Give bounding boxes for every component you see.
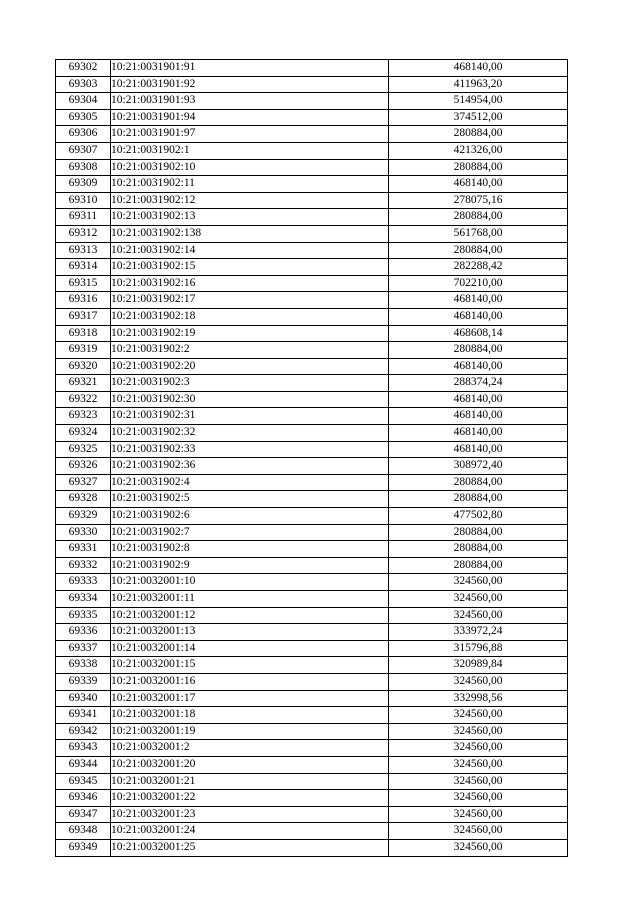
table-row — [56, 624, 568, 641]
table-row — [56, 292, 568, 309]
row-number-cell: 69325 — [56, 441, 111, 458]
table-row — [56, 524, 568, 541]
cadastral-number-cell: 10:21:0032001:23 — [111, 806, 389, 823]
cadastral-value-cell: 468140,00 — [389, 391, 568, 408]
cadastral-number-cell: 10:21:0031902:8 — [111, 541, 389, 558]
table-row — [56, 474, 568, 491]
cadastral-number-cell: 10:21:0032001:15 — [111, 657, 389, 674]
row-number-cell: 69345 — [56, 773, 111, 790]
table-row — [56, 607, 568, 624]
cadastral-number-cell: 10:21:0032001:14 — [111, 640, 389, 657]
cadastral-number-cell: 10:21:0031902:10 — [111, 159, 389, 176]
cadastral-value-cell: 308972,40 — [389, 458, 568, 475]
cadastral-value-cell: 468140,00 — [389, 308, 568, 325]
row-number-cell: 69315 — [56, 275, 111, 292]
cadastral-number-cell: 10:21:0031902:20 — [111, 358, 389, 375]
cadastral-value-cell: 411963,20 — [389, 76, 568, 93]
row-number-cell: 69331 — [56, 541, 111, 558]
cadastral-value-cell: 468140,00 — [389, 358, 568, 375]
row-number-cell: 69302 — [56, 60, 111, 77]
row-number-cell: 69349 — [56, 839, 111, 856]
cadastral-number-cell: 10:21:0031902:32 — [111, 425, 389, 442]
cadastral-number-cell: 10:21:0031902:6 — [111, 508, 389, 525]
cadastral-number-cell: 10:21:0031902:5 — [111, 491, 389, 508]
cadastral-value-cell: 324560,00 — [389, 740, 568, 757]
row-number-cell: 69321 — [56, 375, 111, 392]
cadastral-value-cell: 324560,00 — [389, 723, 568, 740]
row-number-cell: 69335 — [56, 607, 111, 624]
table-row — [56, 707, 568, 724]
cadastral-number-cell: 10:21:0032001:12 — [111, 607, 389, 624]
cadastral-number-cell: 10:21:0031902:30 — [111, 391, 389, 408]
cadastral-value-cell: 324560,00 — [389, 607, 568, 624]
cadastral-number-cell: 10:21:0031902:36 — [111, 458, 389, 475]
cadastral-number-cell: 10:21:0031902:3 — [111, 375, 389, 392]
row-number-cell: 69323 — [56, 408, 111, 425]
row-number-cell: 69305 — [56, 109, 111, 126]
cadastral-number-cell: 10:21:0031902:11 — [111, 176, 389, 193]
table-row — [56, 225, 568, 242]
cadastral-number-cell: 10:21:0031902:31 — [111, 408, 389, 425]
table-row — [56, 325, 568, 342]
row-number-cell: 69347 — [56, 806, 111, 823]
table-row — [56, 591, 568, 608]
cadastral-number-cell: 10:21:0031902:4 — [111, 474, 389, 491]
row-number-cell: 69338 — [56, 657, 111, 674]
cadastral-value-cell: 332998,56 — [389, 690, 568, 707]
cadastral-value-cell: 280884,00 — [389, 159, 568, 176]
cadastral-number-cell: 10:21:0032001:2 — [111, 740, 389, 757]
cadastral-number-cell: 10:21:0031902:1 — [111, 142, 389, 159]
table-row — [56, 508, 568, 525]
cadastral-number-cell: 10:21:0031901:91 — [111, 60, 389, 77]
table-row — [56, 408, 568, 425]
table-row — [56, 76, 568, 93]
cadastral-number-cell: 10:21:0032001:24 — [111, 823, 389, 840]
table-row — [56, 657, 568, 674]
table-row — [56, 391, 568, 408]
cadastral-number-cell: 10:21:0032001:13 — [111, 624, 389, 641]
cadastral-value-cell: 280884,00 — [389, 524, 568, 541]
row-number-cell: 69327 — [56, 474, 111, 491]
cadastral-value-cell: 280884,00 — [389, 557, 568, 574]
cadastral-value-cell: 468140,00 — [389, 425, 568, 442]
cadastral-number-cell: 10:21:0031901:93 — [111, 93, 389, 110]
row-number-cell: 69346 — [56, 790, 111, 807]
cadastral-value-cell: 468608,14 — [389, 325, 568, 342]
row-number-cell: 69329 — [56, 508, 111, 525]
cadastral-value-cell: 280884,00 — [389, 541, 568, 558]
row-number-cell: 69340 — [56, 690, 111, 707]
cadastral-value-cell: 280884,00 — [389, 126, 568, 143]
row-number-cell: 69334 — [56, 591, 111, 608]
cadastral-value-cell: 468140,00 — [389, 292, 568, 309]
row-number-cell: 69316 — [56, 292, 111, 309]
cadastral-value-cell: 324560,00 — [389, 773, 568, 790]
row-number-cell: 69309 — [56, 176, 111, 193]
row-number-cell: 69344 — [56, 756, 111, 773]
row-number-cell: 69308 — [56, 159, 111, 176]
cadastral-value-cell: 280884,00 — [389, 474, 568, 491]
cadastral-value-cell: 324560,00 — [389, 673, 568, 690]
cadastral-number-cell: 10:21:0031901:94 — [111, 109, 389, 126]
cadastral-number-cell: 10:21:0031902:19 — [111, 325, 389, 342]
row-number-cell: 69310 — [56, 192, 111, 209]
table-row — [56, 109, 568, 126]
row-number-cell: 69341 — [56, 707, 111, 724]
table-row — [56, 441, 568, 458]
cadastral-value-cell: 468140,00 — [389, 60, 568, 77]
cadastral-value-cell: 514954,00 — [389, 93, 568, 110]
table-row — [56, 375, 568, 392]
cadastral-value-cell: 333972,24 — [389, 624, 568, 641]
table-row — [56, 358, 568, 375]
cadastral-value-cell: 288374,24 — [389, 375, 568, 392]
table-row — [56, 159, 568, 176]
cadastral-value-cell: 324560,00 — [389, 823, 568, 840]
table-row — [56, 126, 568, 143]
cadastral-number-cell: 10:21:0031901:92 — [111, 76, 389, 93]
table-row — [56, 823, 568, 840]
cadastral-value-cell: 280884,00 — [389, 491, 568, 508]
cadastral-value-cell: 702210,00 — [389, 275, 568, 292]
row-number-cell: 69342 — [56, 723, 111, 740]
cadastral-number-cell: 10:21:0032001:17 — [111, 690, 389, 707]
table-row — [56, 176, 568, 193]
cadastral-number-cell: 10:21:0031902:12 — [111, 192, 389, 209]
row-number-cell: 69333 — [56, 574, 111, 591]
table-row — [56, 242, 568, 259]
cadastral-value-cell: 324560,00 — [389, 707, 568, 724]
cadastral-value-cell: 282288,42 — [389, 259, 568, 276]
cadastral-value-cell: 280884,00 — [389, 242, 568, 259]
table-row — [56, 773, 568, 790]
cadastral-number-cell: 10:21:0031902:13 — [111, 209, 389, 226]
table-row — [56, 93, 568, 110]
table-row — [56, 425, 568, 442]
table-row — [56, 192, 568, 209]
row-number-cell: 69330 — [56, 524, 111, 541]
cadastral-number-cell: 10:21:0032001:19 — [111, 723, 389, 740]
cadastral-value-cell: 324560,00 — [389, 790, 568, 807]
cadastral-value-cell: 421326,00 — [389, 142, 568, 159]
row-number-cell: 69318 — [56, 325, 111, 342]
cadastral-value-cell: 324560,00 — [389, 574, 568, 591]
cadastral-value-cell: 374512,00 — [389, 109, 568, 126]
row-number-cell: 69313 — [56, 242, 111, 259]
row-number-cell: 69337 — [56, 640, 111, 657]
cadastral-number-cell: 10:21:0032001:21 — [111, 773, 389, 790]
cadastral-number-cell: 10:21:0031902:14 — [111, 242, 389, 259]
cadastral-number-cell: 10:21:0032001:11 — [111, 591, 389, 608]
row-number-cell: 69304 — [56, 93, 111, 110]
cadastral-value-cell: 468140,00 — [389, 176, 568, 193]
cadastral-value-cell: 315796,88 — [389, 640, 568, 657]
table-row — [56, 259, 568, 276]
row-number-cell: 69319 — [56, 342, 111, 359]
table-row — [56, 790, 568, 807]
cadastral-value-table — [55, 59, 568, 857]
cadastral-value-cell: 324560,00 — [389, 839, 568, 856]
table-row — [56, 491, 568, 508]
cadastral-number-cell: 10:21:0032001:22 — [111, 790, 389, 807]
table-row — [56, 673, 568, 690]
cadastral-value-cell: 468140,00 — [389, 408, 568, 425]
row-number-cell: 69324 — [56, 425, 111, 442]
row-number-cell: 69303 — [56, 76, 111, 93]
cadastral-number-cell: 10:21:0032001:16 — [111, 673, 389, 690]
cadastral-number-cell: 10:21:0031902:9 — [111, 557, 389, 574]
cadastral-number-cell: 10:21:0031902:17 — [111, 292, 389, 309]
table-row — [56, 541, 568, 558]
cadastral-value-cell: 280884,00 — [389, 209, 568, 226]
table-row — [56, 209, 568, 226]
table-row — [56, 723, 568, 740]
table-row — [56, 756, 568, 773]
cadastral-value-cell: 324560,00 — [389, 591, 568, 608]
row-number-cell: 69307 — [56, 142, 111, 159]
table-row — [56, 142, 568, 159]
row-number-cell: 69322 — [56, 391, 111, 408]
row-number-cell: 69312 — [56, 225, 111, 242]
table-row — [56, 308, 568, 325]
table-body — [56, 60, 568, 857]
document-page — [55, 59, 567, 857]
cadastral-number-cell: 10:21:0032001:20 — [111, 756, 389, 773]
cadastral-number-cell: 10:21:0031902:15 — [111, 259, 389, 276]
cadastral-value-cell: 320989,84 — [389, 657, 568, 674]
cadastral-number-cell: 10:21:0032001:18 — [111, 707, 389, 724]
cadastral-number-cell: 10:21:0032001:25 — [111, 839, 389, 856]
cadastral-value-cell: 278075,16 — [389, 192, 568, 209]
row-number-cell: 69343 — [56, 740, 111, 757]
table-row — [56, 557, 568, 574]
cadastral-number-cell: 10:21:0031902:18 — [111, 308, 389, 325]
cadastral-value-cell: 324560,00 — [389, 756, 568, 773]
cadastral-value-cell: 324560,00 — [389, 806, 568, 823]
table-row — [56, 640, 568, 657]
row-number-cell: 69328 — [56, 491, 111, 508]
cadastral-value-cell: 477502,80 — [389, 508, 568, 525]
table-row — [56, 806, 568, 823]
cadastral-number-cell: 10:21:0032001:10 — [111, 574, 389, 591]
cadastral-number-cell: 10:21:0031902:33 — [111, 441, 389, 458]
row-number-cell: 69320 — [56, 358, 111, 375]
row-number-cell: 69348 — [56, 823, 111, 840]
table-row — [56, 458, 568, 475]
cadastral-number-cell: 10:21:0031902:7 — [111, 524, 389, 541]
cadastral-value-cell: 468140,00 — [389, 441, 568, 458]
row-number-cell: 69336 — [56, 624, 111, 641]
table-row — [56, 574, 568, 591]
row-number-cell: 69306 — [56, 126, 111, 143]
row-number-cell: 69332 — [56, 557, 111, 574]
cadastral-number-cell: 10:21:0031902:16 — [111, 275, 389, 292]
table-row — [56, 342, 568, 359]
cadastral-number-cell: 10:21:0031902:2 — [111, 342, 389, 359]
table-row — [56, 839, 568, 856]
cadastral-number-cell: 10:21:0031902:138 — [111, 225, 389, 242]
row-number-cell: 69314 — [56, 259, 111, 276]
table-row — [56, 60, 568, 77]
table-row — [56, 275, 568, 292]
row-number-cell: 69317 — [56, 308, 111, 325]
row-number-cell: 69339 — [56, 673, 111, 690]
cadastral-value-cell: 280884,00 — [389, 342, 568, 359]
table-row — [56, 740, 568, 757]
cadastral-value-cell: 561768,00 — [389, 225, 568, 242]
row-number-cell: 69311 — [56, 209, 111, 226]
cadastral-number-cell: 10:21:0031901:97 — [111, 126, 389, 143]
table-row — [56, 690, 568, 707]
row-number-cell: 69326 — [56, 458, 111, 475]
